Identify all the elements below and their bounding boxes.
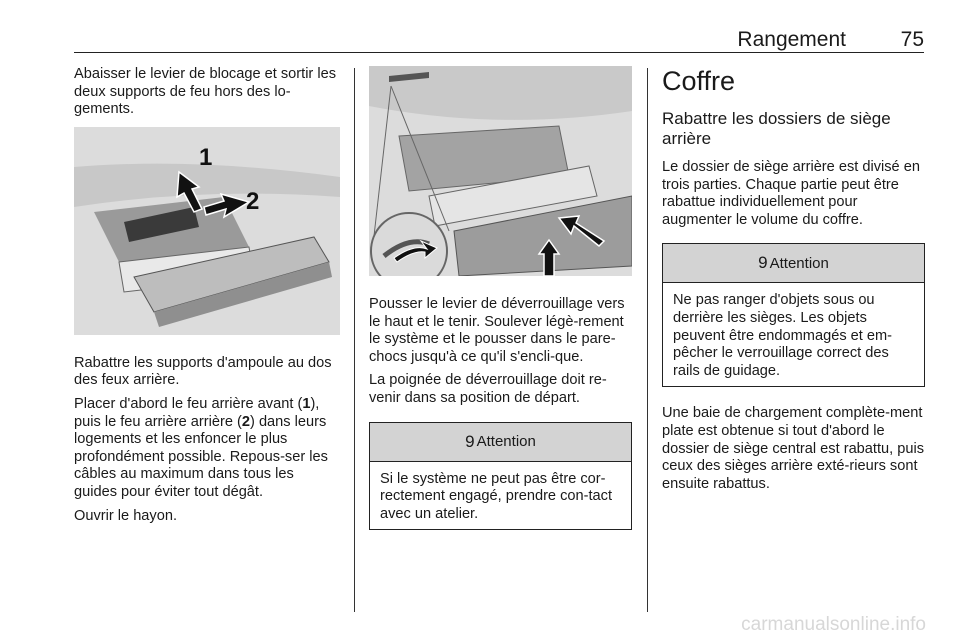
subsection-heading: Rabattre les dossiers de siège arrière	[662, 109, 891, 148]
paragraph: Le dossier de siège arrière est divisé en trois parties. Chaque partie peut être rabattue individuellement pour augmenter le volume du coffre.	[662, 159, 920, 228]
section-heading: Coffre	[662, 66, 736, 96]
page-number: 75	[900, 28, 924, 51]
warning-header	[370, 423, 631, 462]
watermark: carmanualsonline.info	[741, 614, 926, 635]
figure-label-1: 1	[199, 143, 213, 171]
warning-box	[369, 422, 632, 531]
column-divider-1	[354, 68, 355, 612]
paragraph: La poignée de déverrouillage doit re-venir dans sa position de départ.	[369, 372, 607, 406]
paragraph: Pousser le levier de déverrouillage vers le haut et le tenir. Soulever légè-rement le système et le pousser dans le pare-chocs jusqu'à ce qu'il s'encli-que.	[369, 296, 625, 365]
paragraph: Placer d'abord le feu arrière avant (1), puis le feu arrière arrière (2) dans leurs logements et les enfoncer le plus profondément possible. Repous-ser les câbles au maximum dans tous les guides pour éviter tout dégât.	[74, 395, 328, 500]
warning-icon: 9	[465, 431, 475, 451]
illustration-light-carrier	[74, 127, 340, 335]
paragraph: Abaisser le levier de blocage et sortir les deux supports de feu hors des lo-gements.	[74, 66, 337, 118]
warning-title: Attention	[769, 254, 829, 272]
paragraph: Ouvrir le hayon.	[74, 507, 178, 524]
warning-text: Ne pas ranger d'objets sous ou derrière les sièges. Les objets peuvent être endommagés et em-pêcher le verrouillage correct des rails de guidage.	[673, 292, 893, 379]
column-1	[74, 66, 340, 531]
column-2	[369, 66, 632, 548]
warning-box	[662, 243, 925, 387]
column-divider-2	[647, 68, 648, 612]
illustration-bumper-release	[369, 66, 632, 276]
warning-text: Si le système ne peut pas être cor-rectement engagé, prendre con-tact avec un atelier.	[380, 470, 613, 522]
warning-title: Attention	[476, 433, 536, 451]
figure-label-2: 2	[246, 187, 260, 215]
page-header	[74, 24, 924, 53]
paragraph: Une baie de chargement complète-ment plate est obtenue si tout d'abord le dossier de siège central est rabattu, puis ceux des sièges arrière exté-rieurs sont ensuite rabattus.	[662, 405, 925, 492]
column-3	[662, 66, 925, 499]
warning-icon: 9	[758, 253, 768, 273]
warning-header	[663, 244, 924, 283]
section-title: Rangement	[737, 28, 846, 51]
paragraph: Rabattre les supports d'ampoule au dos des feux arrière.	[74, 354, 332, 389]
